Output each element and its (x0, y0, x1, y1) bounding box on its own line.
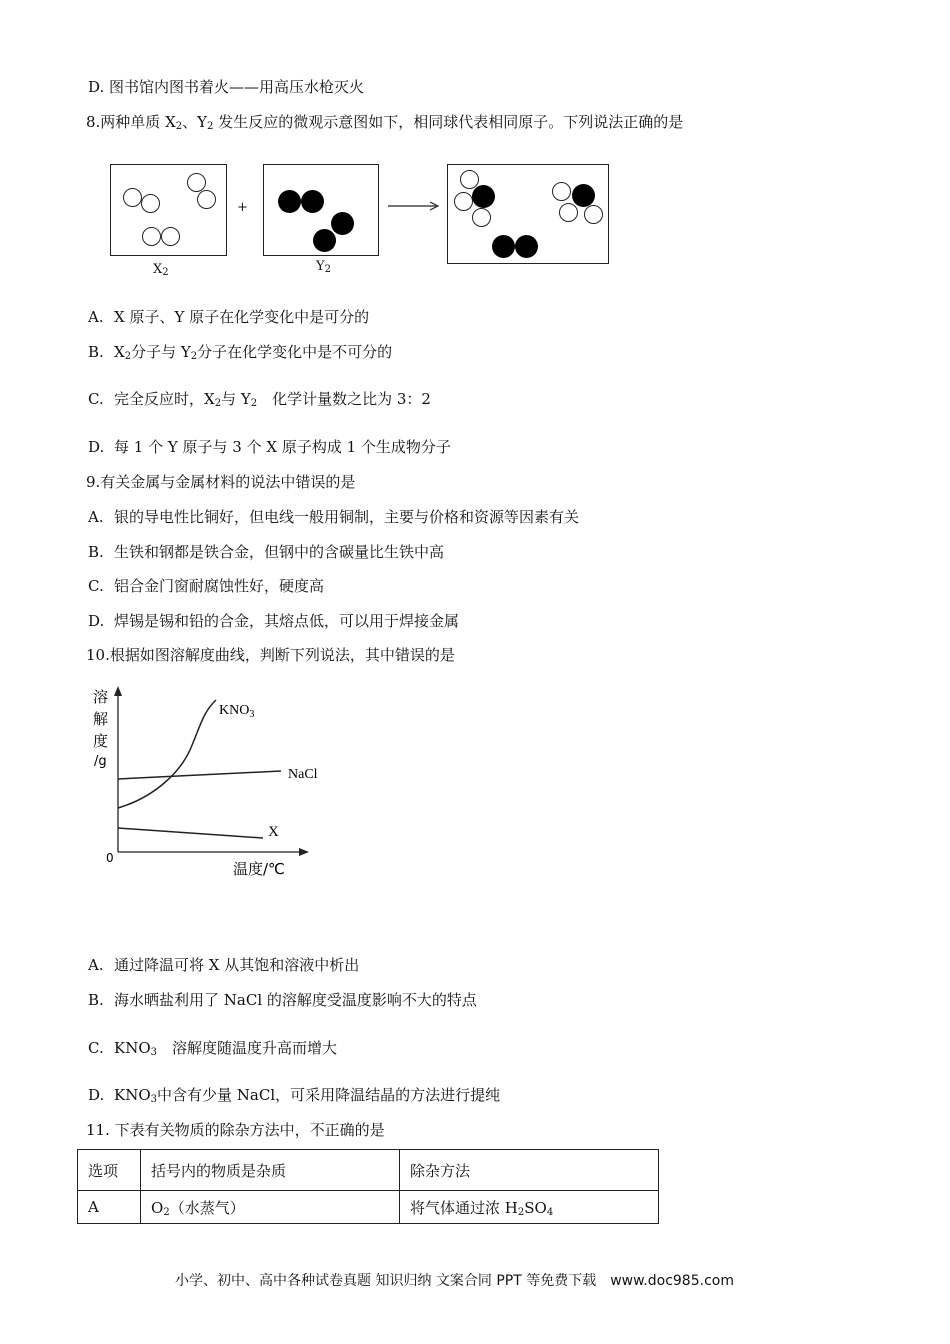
white-atom (161, 227, 180, 246)
x2-box (110, 164, 227, 256)
reaction-arrow (386, 198, 442, 214)
white-atom (123, 188, 142, 207)
q9-option-c: C. 铝合金门窗耐腐蚀性好，硬度高 (88, 577, 325, 595)
solubility-chart (85, 682, 345, 882)
white-atom (584, 205, 603, 224)
black-atom (313, 229, 336, 252)
black-atom (331, 212, 354, 235)
y-axis-label-char: 度 (93, 732, 109, 750)
q8-option-a: A. X 原子、Y 原子在化学变化中是可分的 (88, 308, 370, 326)
q8-stem: 8.两种单质 $X_2$、$Y_2$ 发生反应的微观示意图如下，相同球代表相同原子。下列说法正确的是 (86, 113, 684, 132)
q11-stem: 11. 下表有关物质的除杂方法中，不正确的是 (86, 1121, 385, 1139)
q9-option-d: D. 焊锡是锡和铅的合金，其熔点低，可以用于焊接金属 (88, 612, 460, 630)
kno3-curve (118, 700, 216, 808)
q8-option-b: B. $X_2$分子与 $Y_2$分子在化学变化中是不可分的 (88, 343, 393, 362)
white-atom (197, 190, 216, 209)
q7-option-d: D. 图书馆内图书着火——用高压水枪灭火 (88, 78, 365, 96)
black-atom (301, 190, 324, 213)
x-series-label: X (268, 824, 279, 840)
table-cell-substance: $O_2$（水蒸气） (141, 1191, 400, 1224)
plus-sign: + (237, 200, 248, 215)
table-cell-option: A (78, 1191, 141, 1224)
white-atom (559, 203, 578, 222)
origin-label: 0 (106, 851, 114, 865)
q9-stem: 9.有关金属与金属材料的说法中错误的是 (86, 473, 356, 491)
table-header-cell: 除杂方法 (400, 1150, 659, 1191)
y-axis-label-unit: /g (94, 754, 107, 769)
black-atom (515, 235, 538, 258)
white-atom (552, 182, 571, 201)
q10-option-b: B. 海水晒盐利用了 NaCl 的溶解度受温度影响不大的特点 (88, 991, 477, 1009)
x-axis-label: 温度/℃ (233, 860, 285, 878)
q10-option-a: A. 通过降温可将 X 从其饱和溶液中析出 (88, 956, 360, 974)
q10-option-d: D. $KNO_3$中含有少量 NaCl，可采用降温结晶的方法进行提纯 (88, 1086, 501, 1105)
white-atom (187, 173, 206, 192)
y2-box (263, 164, 379, 256)
table-header-cell: 括号内的物质是杂质 (141, 1150, 400, 1191)
white-atom (142, 227, 161, 246)
black-atom (492, 235, 515, 258)
y2-label: $Y_2$ (316, 259, 331, 275)
white-atom (472, 208, 491, 227)
y-axis-label-char: 溶 (93, 688, 109, 706)
x-curve (118, 828, 263, 838)
q9-option-b: B. 生铁和钢都是铁合金，但钢中的含碳量比生铁中高 (88, 543, 445, 561)
black-atom (278, 190, 301, 213)
impurity-table (77, 1149, 659, 1224)
black-atom (572, 184, 595, 207)
x-axis-arrow (299, 848, 309, 856)
table-row (78, 1191, 659, 1224)
product-box (447, 164, 609, 264)
y-axis-arrow (114, 686, 122, 696)
page-footer: 小学、初中、高中各种试卷真题 知识归纳 文案合同 PPT 等免费下载 www.doc985.com (175, 1273, 734, 1289)
q8-option-d: D. 每 1 个 Y 原子与 3 个 X 原子构成 1 个生成物分子 (88, 438, 451, 456)
table-header-cell: 选项 (78, 1150, 141, 1191)
q9-option-a: A. 银的导电性比铜好，但电线一般用铜制，主要与价格和资源等因素有关 (88, 508, 580, 526)
nacl-label: NaCl (288, 767, 318, 782)
table-cell-method: 将气体通过浓 $H_2SO_4$ (400, 1191, 659, 1224)
white-atom (454, 192, 473, 211)
nacl-curve (118, 771, 281, 779)
q8-option-c: C. 完全反应时，$X_2$与 $Y_2$ 化学计量数之比为 3：2 (88, 390, 431, 409)
q10-stem: 10.根据如图溶解度曲线，判断下列说法，其中错误的是 (86, 646, 455, 664)
black-atom (472, 185, 495, 208)
white-atom (141, 194, 160, 213)
table-header-row (78, 1150, 659, 1191)
y-axis-label-char: 解 (93, 710, 109, 728)
x2-label: $X_2$ (153, 262, 169, 278)
q10-option-c: C. $KNO_3$ 溶解度随温度升高而增大 (88, 1039, 338, 1058)
kno3-label: $KNO_3$ (219, 703, 255, 720)
